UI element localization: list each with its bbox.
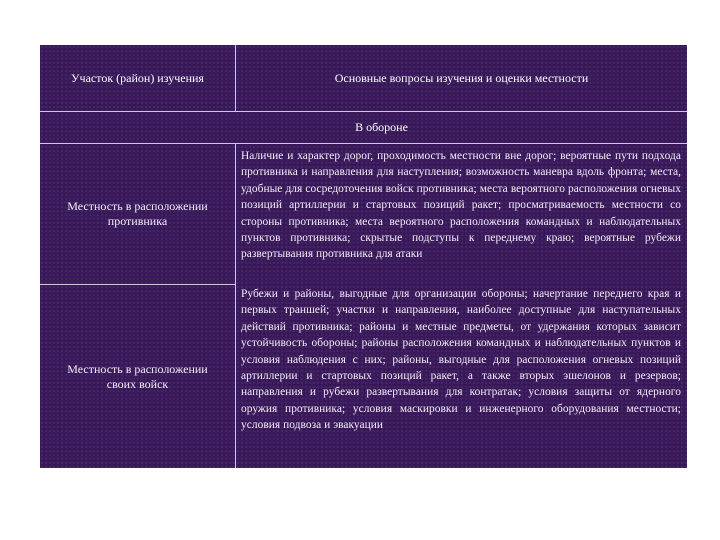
row-1-text: Наличие и характер дорог, проходимость местности вне дорог; вероятные пути подхода противника и направления для наступления; возможность маневра вдоль фронта; места, удобные для сосредоточения войск противника; места вероятного расположения огневых позиций артиллерии и стартовых позиций ракет; просматриваемость местности со стороны противника; места вероятного расположения командных и наблюдательных пунктов противника; скрытые подступы к переднему краю; вероятные рубежи развертывания противника для атаки <box>241 150 681 261</box>
row-2-label-cell <box>40 285 235 468</box>
row-2-text-cell <box>241 286 681 434</box>
section-label: В обороне <box>355 120 408 134</box>
terrain-study-table <box>40 45 687 468</box>
header-right-cell <box>236 45 687 111</box>
column-divider-body <box>235 143 236 468</box>
header-right-label: Основные вопросы изучения и оценки местности <box>334 70 589 85</box>
section-row <box>40 112 687 143</box>
row-1-label: Местность в расположении противника <box>67 199 208 228</box>
row-1-label-cell <box>40 144 235 284</box>
row-1-text-cell <box>241 148 681 263</box>
row-2-label: Местность в расположении своих войск <box>67 361 208 391</box>
header-left-label: Участок (район) изучения <box>71 70 204 85</box>
row-2-text: Рубежи и районы, выгодные для организации обороны; начертание переднего края и первых траншей; участки и направления, наиболее доступные для наступательных действий противника; районы и местные предметы, от удержания которых зависит устойчивость обороны; районы расположения командных и наблюдательных пунктов и условия наблюдения с них; районы, выгодные для расположения огневых позиций артиллерии и стартовых позиций ракет, а также вторых эшелонов и резервов; направления и рубежи развертывания для контратак; условия защиты от ядерного оружия противника; условия маскировки и инженерного оборудования местности; условия подвоза и эвакуации <box>241 288 681 432</box>
header-left-cell <box>40 45 235 111</box>
